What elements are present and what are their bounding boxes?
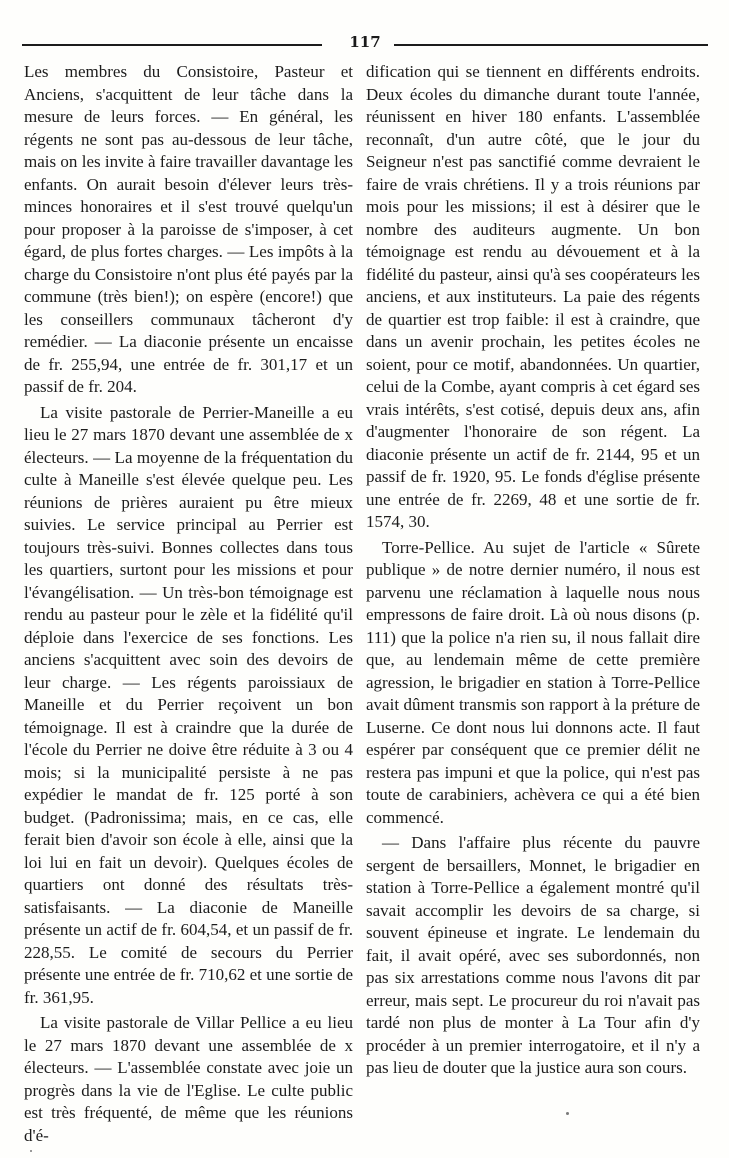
paragraph-affaire-monnet: — Dans l'affaire plus récente du pauvre sergent de bersaillers, Monnet, le brigadier en station à Torre-Pellice a également montré qu'il savait accomplir les devoirs de sa charge, si souvent épineuse et ingrate. Le lendemain du fait, il avait opéré, avec ses subordonnés, non pas six arrestations comme nous l'avons dit par erreur, mais sept. Le procureur du roi n'avait pas tardé non plus de monter à La Tour afin d'y procéder à un premier interrogatoire, et il n'y a pas lieu de douter que la justice aura son cours. — [366, 833, 700, 1077]
right-column — [366, 61, 700, 1080]
paragraph-torre-pellice: Torre-Pellice. Au sujet de l'article « Sûrete publique » de notre dernier numéro, il nous est parvenu une réclamation à laquelle nous nous empressons de faire droit. Là où nous disons (p. 111) que la police n'a rien su, il nous fallait dire que, au lendemain même de cette première agression, le brigadier en station à Torre-Pellice avait dûment transmis son rapport à la préture de Luserne. Ce dont nous lui donnons acte. Il faut espérer par conséquent que ce premier délit ne restera pas impuni et que la police, qui n'est pas toute de carabiniers, achèvera ce qui a été bien commencé. — [366, 537, 700, 827]
page-number: 117 — [349, 33, 381, 51]
scan-speck — [566, 1112, 569, 1115]
paragraph-consistoire: Les membres du Consistoire, Pasteur et Anciens, s'acquittent de leur tâche dans la mesure de leurs forces. — En général, les régents ne sont pas au-dessous de leur tâche, mais on les invite à faire travailler davantage les enfants. On aurait besoin d'élever leurs très-minces honoraires et il s'est trouvé quelqu'un pour proposer à la paroisse de s'imposer, à cet égard, de plus fortes charges. — Les impôts à la charge du Consistoire n'ont plus été payés par la commune (très bien!); on espère (encore!) que les conseillers communaux tâcheront d'y remédier. — La diaconie présente un encaisse de fr. 255,94, une entrée de fr. 301,17 et un passif de fr. 204. — [24, 62, 353, 396]
scan-speck — [30, 1150, 32, 1152]
page-header — [22, 32, 708, 52]
paragraph-perrier-maneille: La visite pastorale de Perrier-Maneille a eu lieu le 27 mars 1870 devant une assemblée de x électeurs. — La moyenne de la fréquentation du culte à Maneille s'est élevée quelque peu. Les réunions de prières auraient pu être mieux suivies. Le service principal au Perrier est toujours très-suivi. Bonnes collectes dans tous les quartiers, surtont pour les missions et pour l'évangélisation. — Un très-bon témoignage est rendu au pasteur pour le zèle et la fidélité qu'il déploie dans l'exercice de ses fonctions. Les anciens s'acquittent avec soin des devoirs de leur charge. — Les régents paroissiaux de Maneille et du Perrier reçoivent un bon témoignage. Il est à craindre que la durée de l'école du Perrier ne doive être réduite à 3 ou 4 mois; si la municipalité persiste à ne pas expédier le mandat de fr. 125 porté à son budget. (Padronissima; mais, en ce cas, elle ferait bien d'avoir son école à elle, ainsi que la loi lui en fait un devoir). Quelques écoles de quartiers ont donné des résultats très-satisfaisants. — La diaconie de Maneille présente un actif de fr. 604,54, et un passif de fr. 228,55. Le comité de secours du Perrier présente une entrée de fr. 710,62 et une sortie de fr. 361,95. — [24, 402, 354, 1007]
paragraph-villar-continued: dification qui se tiennent en différents endroits. Deux écoles du dimanche durant toute l'année, réunissent en hiver 180 enfants. L'assemblée reconnaît, d'un autre côté, que le jour du Seigneur n'est pas sanctifié comme devraient le faire de vrais chrétiens. Il y a trois réunions par mois pour les missions; il est à désirer que le nombre des auditeurs augmente. Un bon témoignage est rendu au dévouement et à la fidélité du pasteur, ainsi qu'à ses coopérateurs les anciens, et aux instituteurs. La paie des régents de quartier est trop faible: il est à craindre, que dans un avenir prochain, les petites écoles ne soient, pour ce motif, abandonnées. Un quartier, celui de la Combe, ayant compris à cet égard ses vrais intérêts, s'est cotisé, depuis deux ans, afin d'augmenter l'honoraire de son régent. La diaconie présente un actif de fr. 2144, 95 et un passif de fr. 1920, 95. Le fonds d'église présente une entrée de fr. 2269, 48 et une sortie de fr. 1574, 30. — [366, 62, 700, 531]
header-rule-right — [394, 44, 708, 46]
left-column — [24, 61, 353, 1147]
paragraph-villar-pellice: La visite pastorale de Villar Pellice a eu lieu le 27 mars 1870 devant une assemblée de x électeurs. — L'assemblée constate avec joie un progrès dans la vie de l'Eglise. Le culte public est très fréquenté, de même que les réunions d'é- — [24, 1013, 353, 1145]
